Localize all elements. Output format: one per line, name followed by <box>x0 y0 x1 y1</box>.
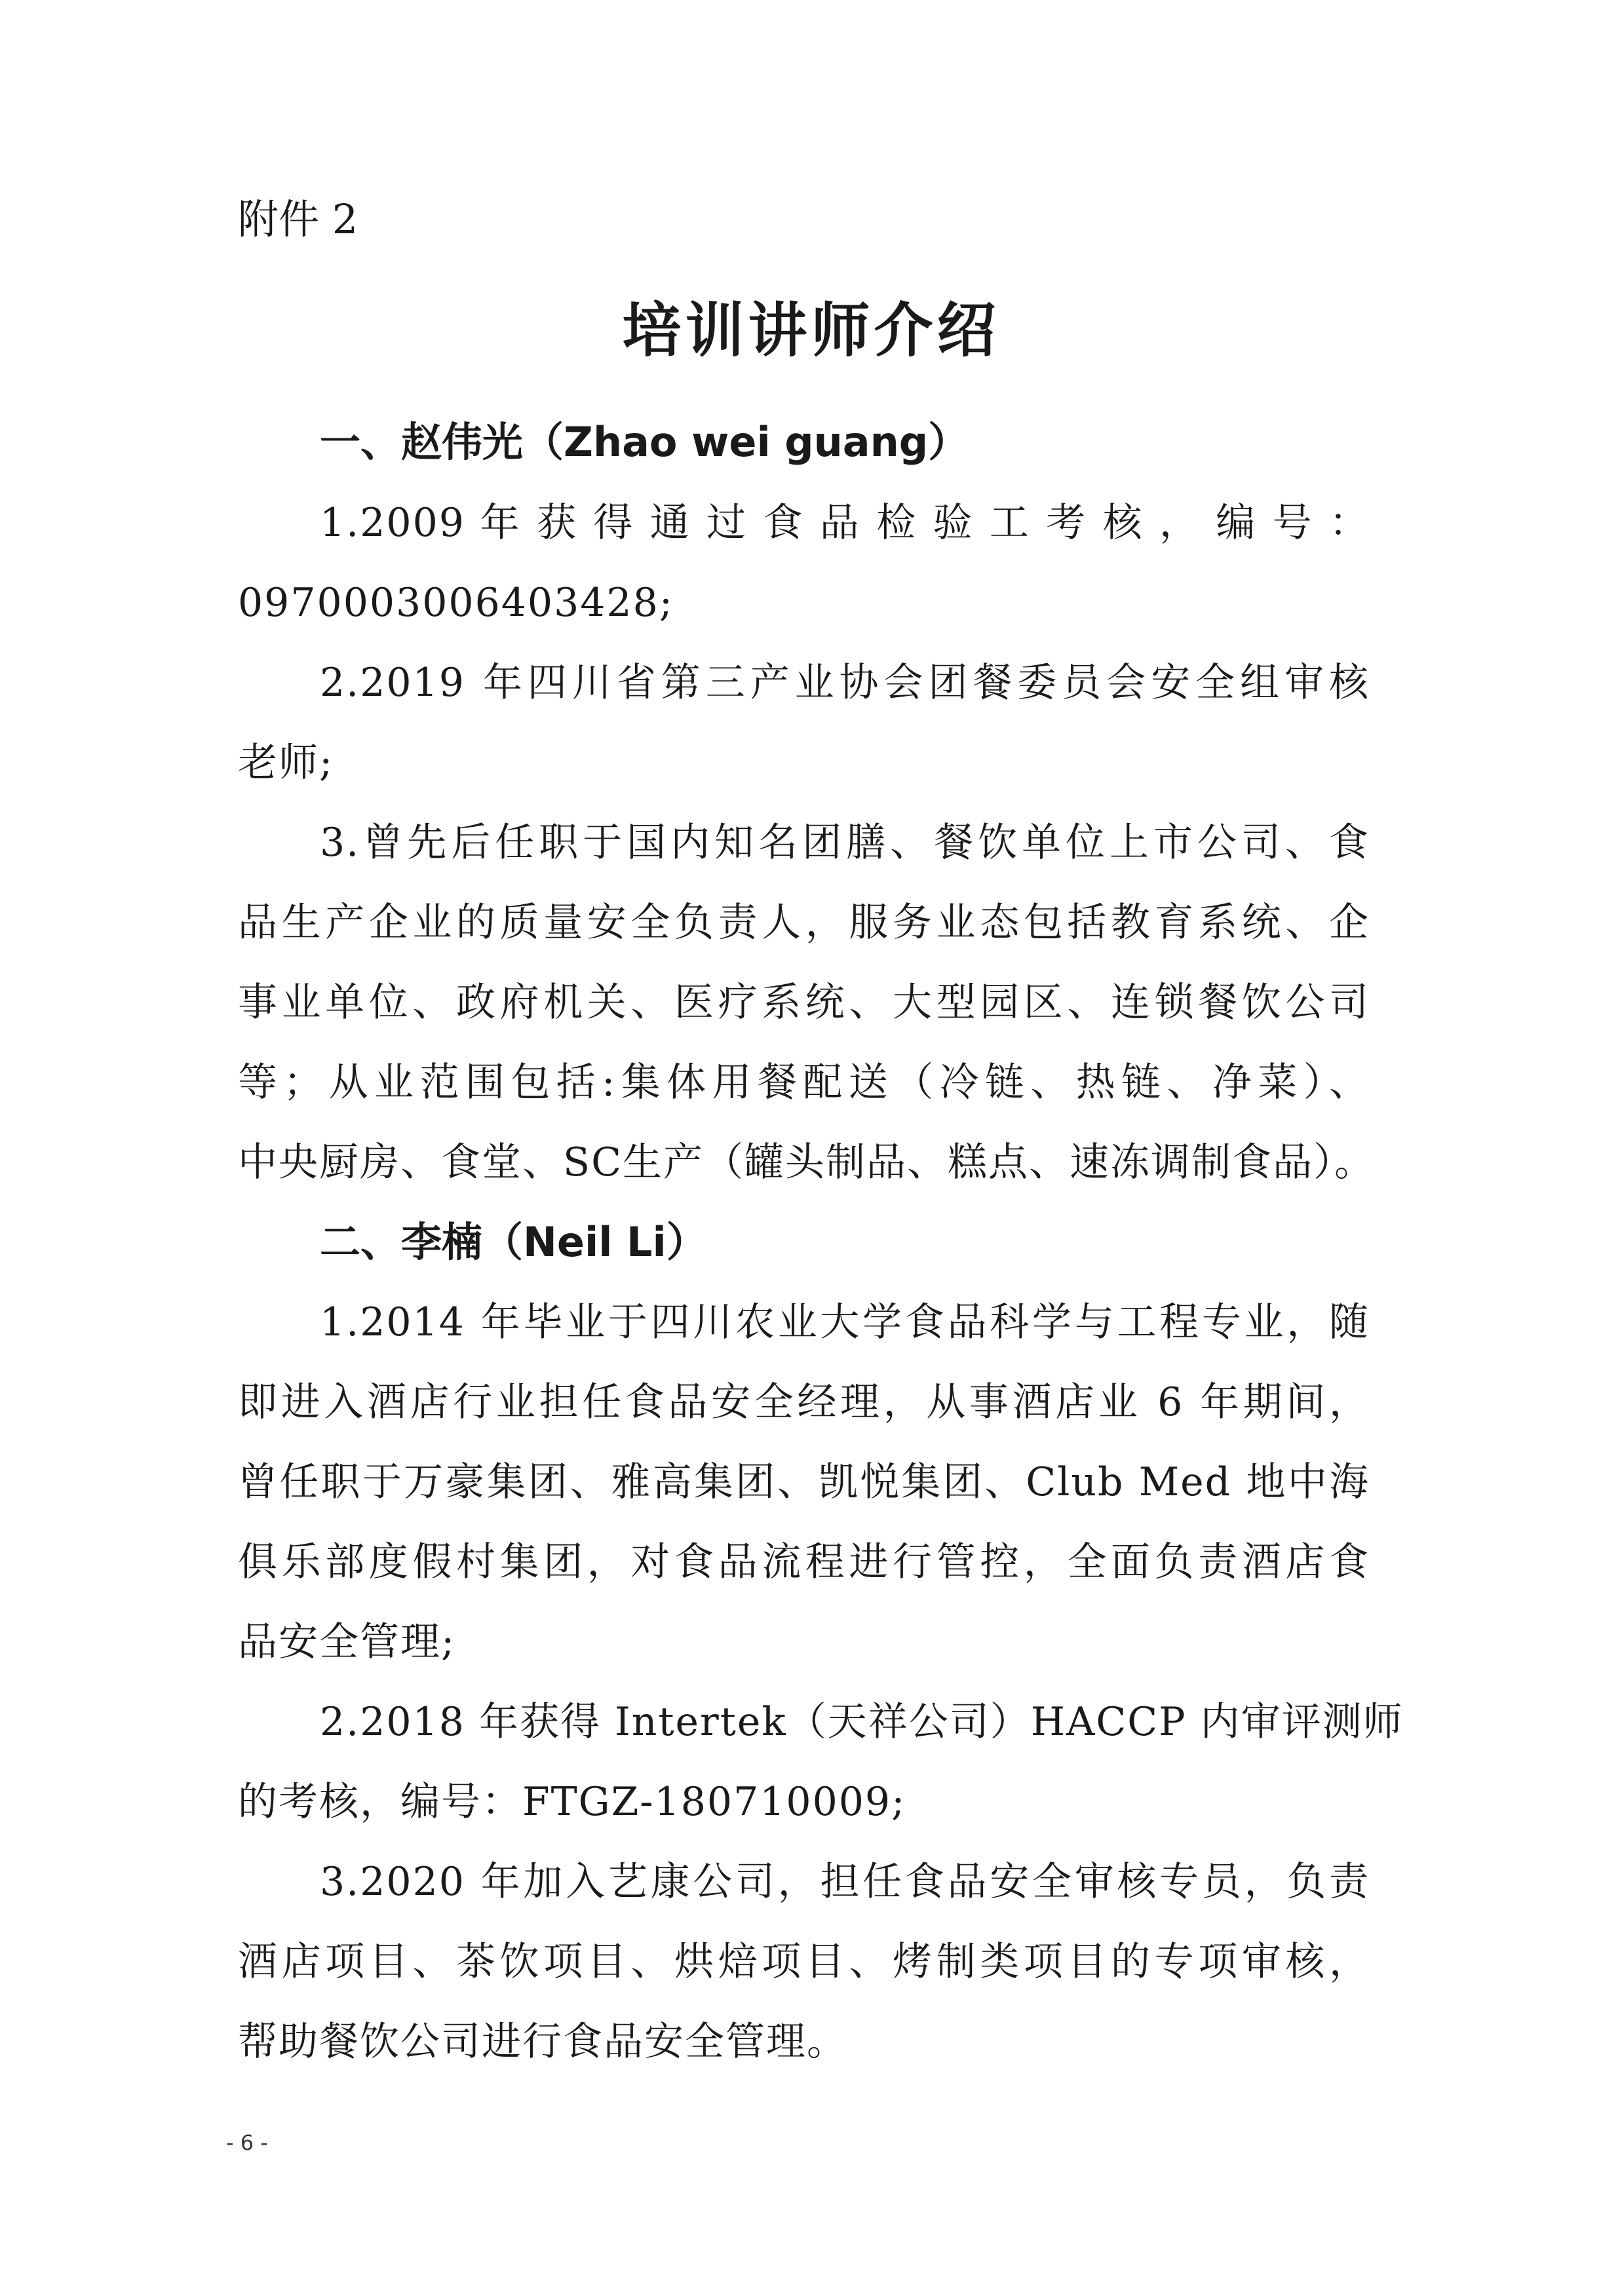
section-heading-li: 二、李楠（Neil Li） <box>320 1218 707 1266</box>
paragraph-line: 品生产企业的质量安全负责人，服务业态包括教育系统、企 <box>238 900 1370 946</box>
paragraph-line: 3.2020 年加入艺康公司，担任食品安全审核专员，负责 <box>320 1859 1370 1905</box>
paragraph-line: 3.曾先后任职于国内知名团膳、餐饮单位上市公司、食 <box>320 820 1370 866</box>
section-heading-zhao: 一、赵伟光（Zhao wei guang） <box>320 418 969 466</box>
paragraph-line: 0970003006403428; <box>238 580 674 626</box>
paragraph-line: 事业单位、政府机关、医疗系统、大型园区、连锁餐饮公司 <box>238 980 1370 1025</box>
paragraph-line: 品安全管理; <box>238 1619 456 1665</box>
page-number: - 6 - <box>226 2130 268 2155</box>
paragraph-line: 1.2014 年毕业于四川农业大学食品科学与工程专业，随 <box>320 1299 1370 1345</box>
paragraph-line: 的考核，编号：FTGZ-180710009; <box>238 1779 906 1825</box>
paragraph-line: 老师; <box>238 740 334 786</box>
page-title: 培训讲师介绍 <box>622 296 1000 365</box>
paragraph-line: 2.2019 年四川省第三产业协会团餐委员会安全组审核 <box>320 660 1370 706</box>
paragraph-line: 即进入酒店行业担任食品安全经理，从事酒店业 6 年期间， <box>238 1379 1370 1425</box>
paragraph-line: 中央厨房、食堂、SC生产（罐头制品、糕点、速冻调制食品）。 <box>238 1139 1376 1185</box>
paragraph-line: 等；从业范围包括:集体用餐配送（冷链、热链、净菜）、 <box>238 1060 1370 1105</box>
paragraph-line: 1.2009 年 获 得 通 过 食 品 检 验 工 考 核 ， 编 号 ： <box>320 500 1370 546</box>
paragraph-line: 帮助餐饮公司进行食品安全管理。 <box>238 2019 847 2065</box>
paragraph-line: 酒店项目、茶饮项目、烘焙项目、烤制类项目的专项审核， <box>238 1939 1370 1985</box>
paragraph-line: 俱乐部度假村集团，对食品流程进行管控，全面负责酒店食 <box>238 1539 1370 1585</box>
paragraph-line: 2.2018 年获得 Intertek（天祥公司）HACCP 内审评测师 <box>320 1699 1404 1745</box>
attachment-label: 附件 2 <box>238 195 358 243</box>
paragraph-line: 曾任职于万豪集团、雅高集团、凯悦集团、Club Med 地中海 <box>238 1459 1370 1505</box>
